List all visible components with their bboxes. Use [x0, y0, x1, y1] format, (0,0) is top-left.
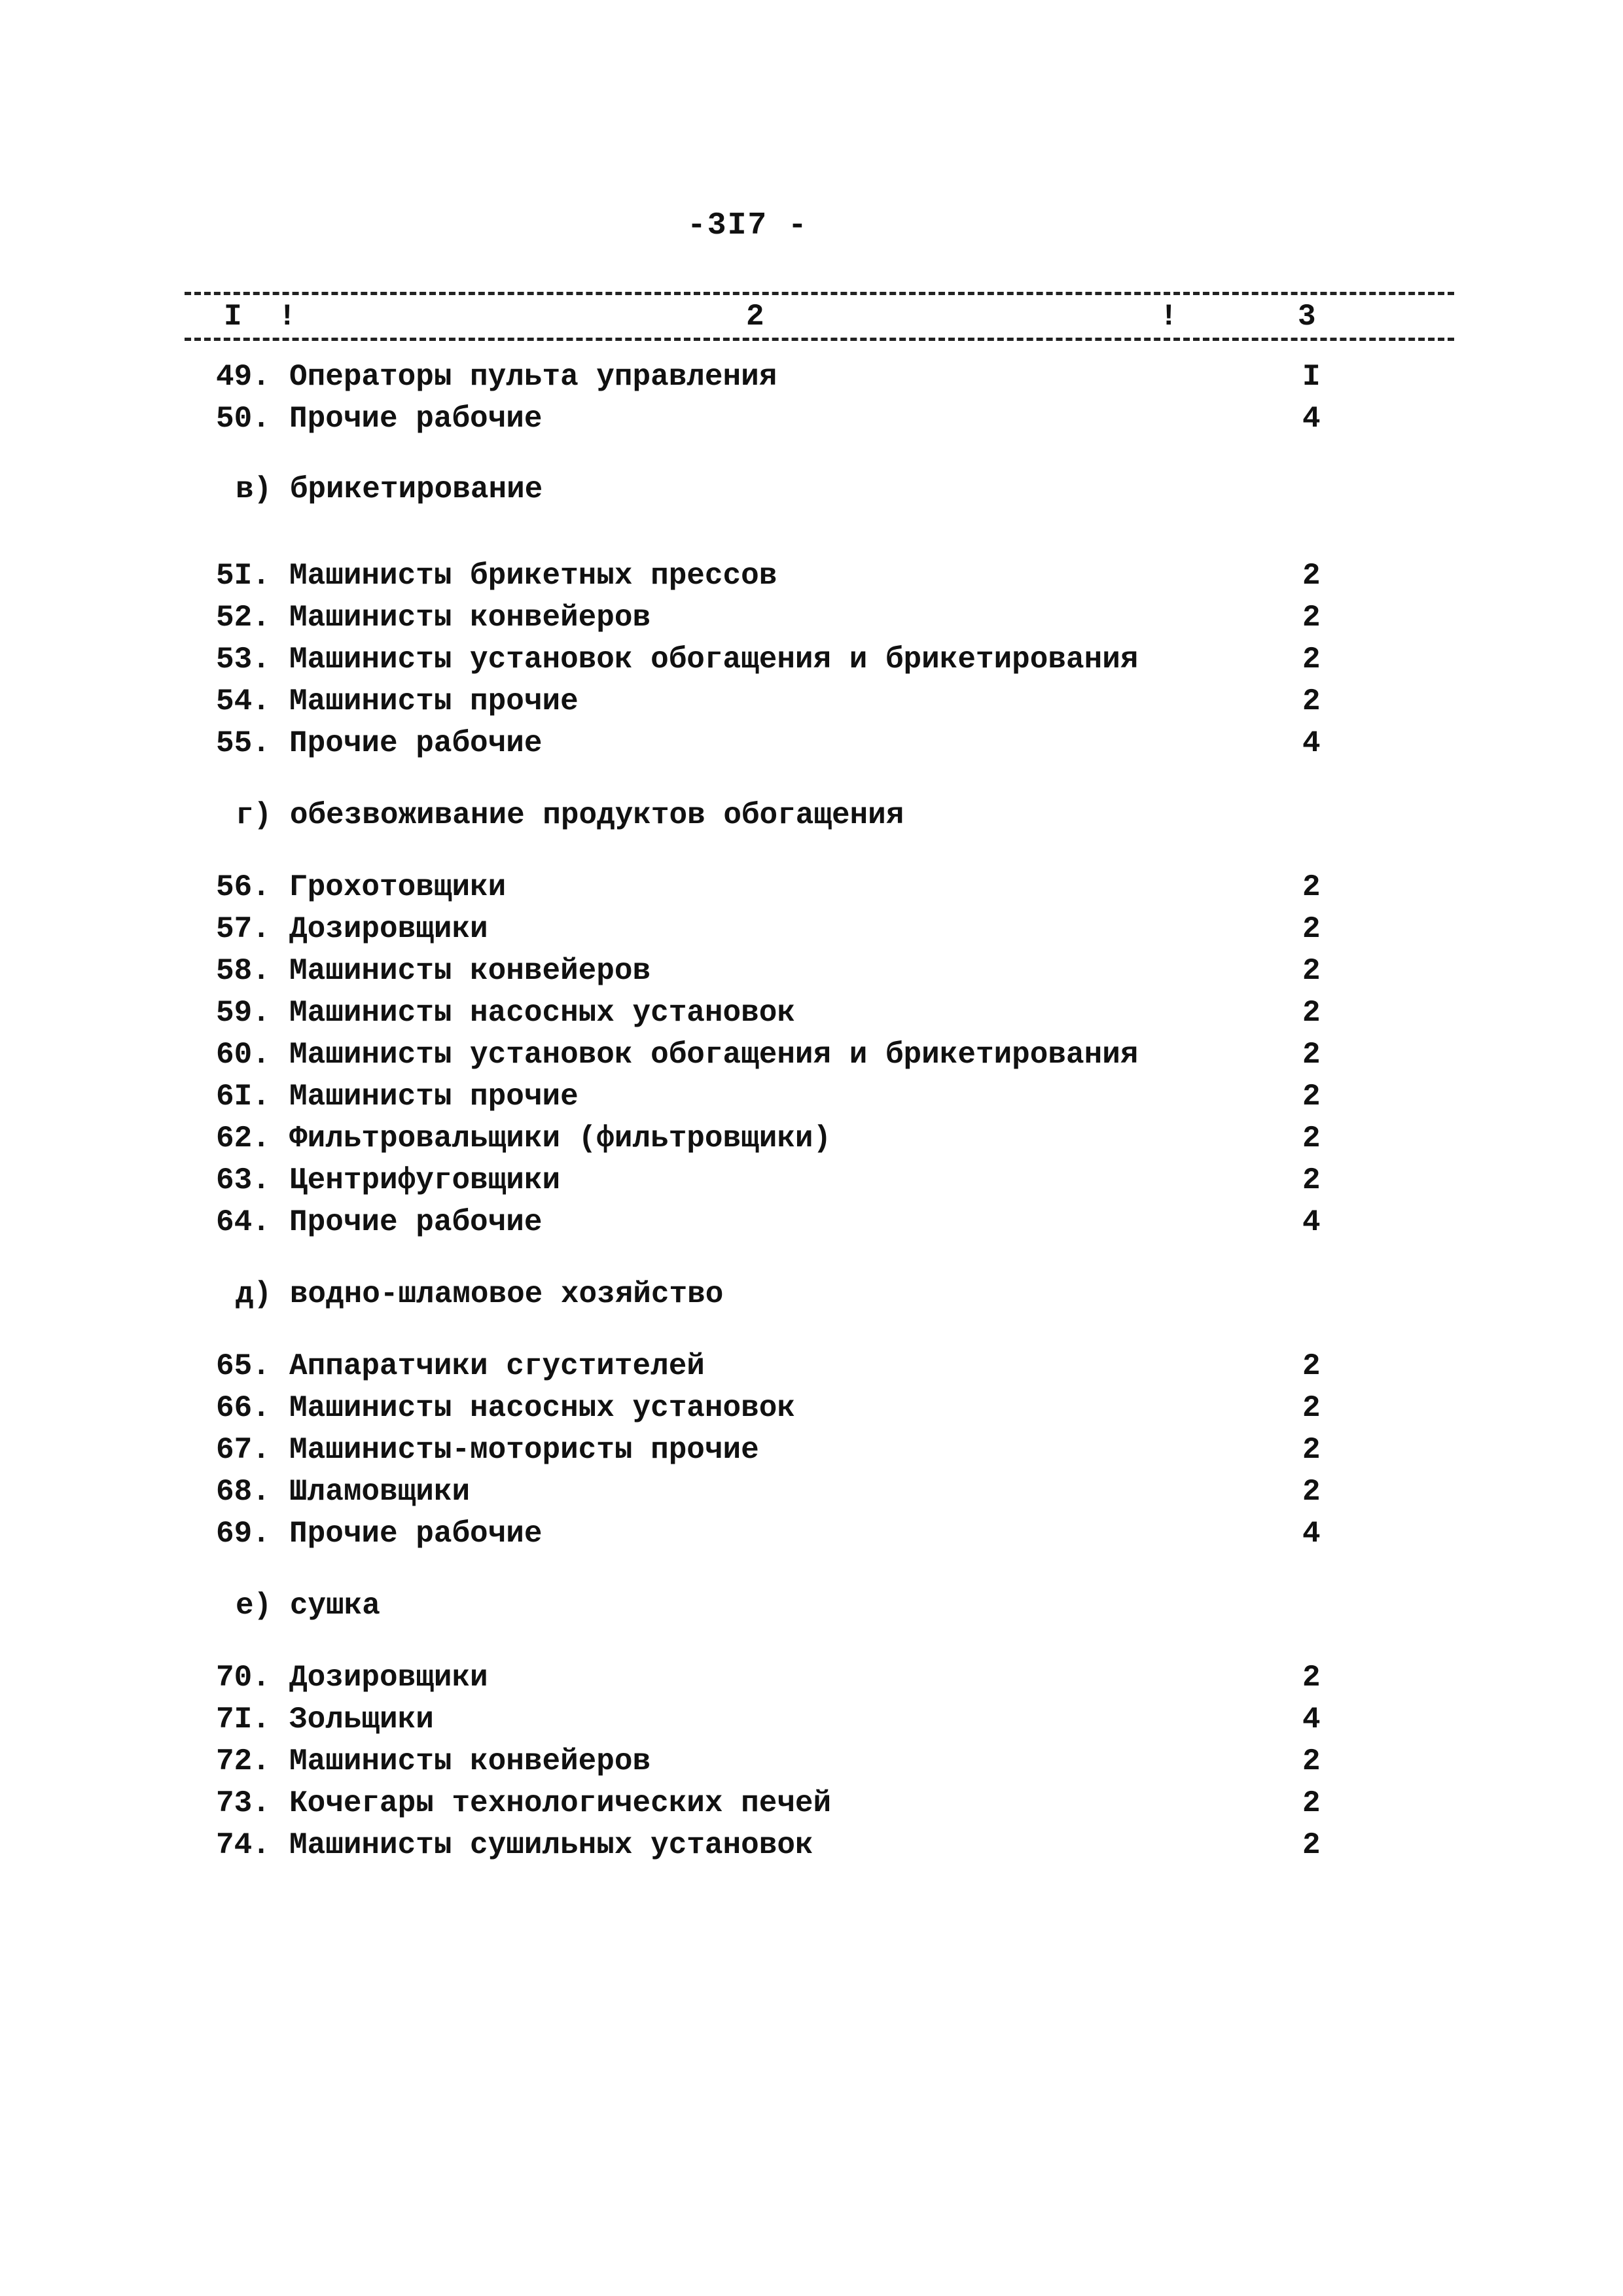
- table-row: [216, 1163, 1329, 1203]
- row-value: 2: [1302, 601, 1321, 635]
- column-header-1: I: [224, 300, 242, 334]
- row-name: Грохотовщики: [289, 870, 507, 904]
- row-value: 2: [1302, 1080, 1321, 1114]
- row-number: 50.: [216, 402, 270, 436]
- table-row: [216, 601, 1329, 640]
- row-number: 60.: [216, 1038, 270, 1072]
- table-row: [216, 1349, 1329, 1388]
- table-row: [216, 1080, 1329, 1119]
- row-name: Машинисты установок обогащения и брикетирования: [289, 1038, 1139, 1072]
- section-heading-briquetting: в) брикетирование: [236, 472, 543, 506]
- row-value: 2: [1302, 1349, 1321, 1383]
- row-number: 69.: [216, 1517, 270, 1551]
- row-name: Машинисты брикетных прессов: [289, 559, 777, 593]
- row-value: 2: [1302, 1391, 1321, 1425]
- table-row: [216, 1205, 1329, 1245]
- row-value: 2: [1302, 1038, 1321, 1072]
- row-number: 5I.: [216, 559, 270, 593]
- row-value: 4: [1302, 1703, 1321, 1737]
- row-number: 55.: [216, 726, 270, 760]
- row-number: 65.: [216, 1349, 270, 1383]
- row-name: Машинисты конвейеров: [289, 601, 651, 635]
- row-value: 2: [1302, 1744, 1321, 1778]
- row-value: 4: [1302, 726, 1321, 760]
- row-value: 4: [1302, 1205, 1321, 1239]
- row-number: 62.: [216, 1122, 270, 1156]
- row-value: 2: [1302, 912, 1321, 946]
- row-value: 2: [1302, 1122, 1321, 1156]
- row-name: Машинисты насосных установок: [289, 1391, 795, 1425]
- column-header-2: 2: [746, 300, 764, 334]
- row-number: 67.: [216, 1433, 270, 1467]
- row-number: 68.: [216, 1475, 270, 1509]
- row-value: 2: [1302, 643, 1321, 677]
- table-row: [216, 912, 1329, 951]
- row-name: Прочие рабочие: [289, 1517, 543, 1551]
- table-row: [216, 1828, 1329, 1867]
- column-header-3: 3: [1298, 300, 1316, 334]
- row-number: 6I.: [216, 1080, 270, 1114]
- row-value: 2: [1302, 1475, 1321, 1509]
- row-name: Кочегары технологических печей: [289, 1786, 832, 1820]
- column-separator-1: !: [278, 300, 296, 334]
- row-value: 2: [1302, 684, 1321, 718]
- row-name: Фильтровальщики (фильтровщики): [289, 1122, 832, 1156]
- row-value: 2: [1302, 954, 1321, 988]
- table-row: [216, 996, 1329, 1035]
- section-heading-drying: е) сушка: [236, 1589, 380, 1623]
- table-row: [216, 684, 1329, 724]
- row-value: 2: [1302, 1433, 1321, 1467]
- row-value: 2: [1302, 1163, 1321, 1197]
- row-value: 2: [1302, 1661, 1321, 1695]
- row-name: Шламовщики: [289, 1475, 471, 1509]
- row-name: Зольщики: [289, 1703, 434, 1737]
- row-value: 4: [1302, 1517, 1321, 1551]
- row-name: Машинисты прочие: [289, 1080, 579, 1114]
- table-row: [216, 1661, 1329, 1700]
- row-number: 53.: [216, 643, 270, 677]
- row-name: Дозировщики: [289, 912, 488, 946]
- row-name: Машинисты установок обогащения и брикетирования: [289, 643, 1139, 677]
- row-name: Операторы пульта управления: [289, 360, 777, 394]
- table-header-rule: [185, 338, 1454, 341]
- table-row: [216, 1517, 1329, 1556]
- table-row: [216, 954, 1329, 993]
- table-row: [216, 870, 1329, 910]
- row-name: Прочие рабочие: [289, 1205, 543, 1239]
- row-name: Машинисты конвейеров: [289, 954, 651, 988]
- row-name: Дозировщики: [289, 1661, 488, 1695]
- table-row: [216, 1786, 1329, 1826]
- row-number: 64.: [216, 1205, 270, 1239]
- section-heading-dewatering: г) обезвоживание продуктов обогащения: [236, 798, 904, 832]
- page-number: -3I7 -: [687, 208, 808, 243]
- row-name: Прочие рабочие: [289, 726, 543, 760]
- table-row: [216, 726, 1329, 766]
- row-number: 59.: [216, 996, 270, 1030]
- row-value: I: [1302, 360, 1321, 394]
- row-number: 73.: [216, 1786, 270, 1820]
- table-row: [216, 559, 1329, 598]
- table-row: [216, 1703, 1329, 1742]
- row-value: 4: [1302, 402, 1321, 436]
- row-value: 2: [1302, 870, 1321, 904]
- row-number: 66.: [216, 1391, 270, 1425]
- table-row: [216, 402, 1329, 441]
- row-number: 70.: [216, 1661, 270, 1695]
- row-number: 63.: [216, 1163, 270, 1197]
- row-name: Машинисты прочие: [289, 684, 579, 718]
- table-row: [216, 1744, 1329, 1784]
- row-number: 57.: [216, 912, 270, 946]
- table-row: [216, 360, 1329, 399]
- row-number: 52.: [216, 601, 270, 635]
- row-name: Центрифуговщики: [289, 1163, 561, 1197]
- row-name: Машинисты-мотористы прочие: [289, 1433, 759, 1467]
- row-name: Машинисты сушильных установок: [289, 1828, 813, 1862]
- table-row: [216, 643, 1329, 682]
- row-value: 2: [1302, 559, 1321, 593]
- section-heading-water-sludge: д) водно-шламовое хозяйство: [236, 1277, 724, 1311]
- row-value: 2: [1302, 1786, 1321, 1820]
- table-row: [216, 1433, 1329, 1472]
- row-number: 58.: [216, 954, 270, 988]
- table-row: [216, 1038, 1329, 1077]
- row-number: 72.: [216, 1744, 270, 1778]
- row-number: 74.: [216, 1828, 270, 1862]
- row-name: Прочие рабочие: [289, 402, 543, 436]
- column-separator-2: !: [1160, 300, 1178, 334]
- table-row: [216, 1122, 1329, 1161]
- row-value: 2: [1302, 996, 1321, 1030]
- row-name: Машинисты насосных установок: [289, 996, 795, 1030]
- row-name: Аппаратчики сгустителей: [289, 1349, 705, 1383]
- row-number: 56.: [216, 870, 270, 904]
- row-number: 7I.: [216, 1703, 270, 1737]
- row-number: 49.: [216, 360, 270, 394]
- row-name: Машинисты конвейеров: [289, 1744, 651, 1778]
- table-row: [216, 1391, 1329, 1430]
- table-row: [216, 1475, 1329, 1514]
- row-number: 54.: [216, 684, 270, 718]
- row-value: 2: [1302, 1828, 1321, 1862]
- table-top-rule: [185, 292, 1454, 295]
